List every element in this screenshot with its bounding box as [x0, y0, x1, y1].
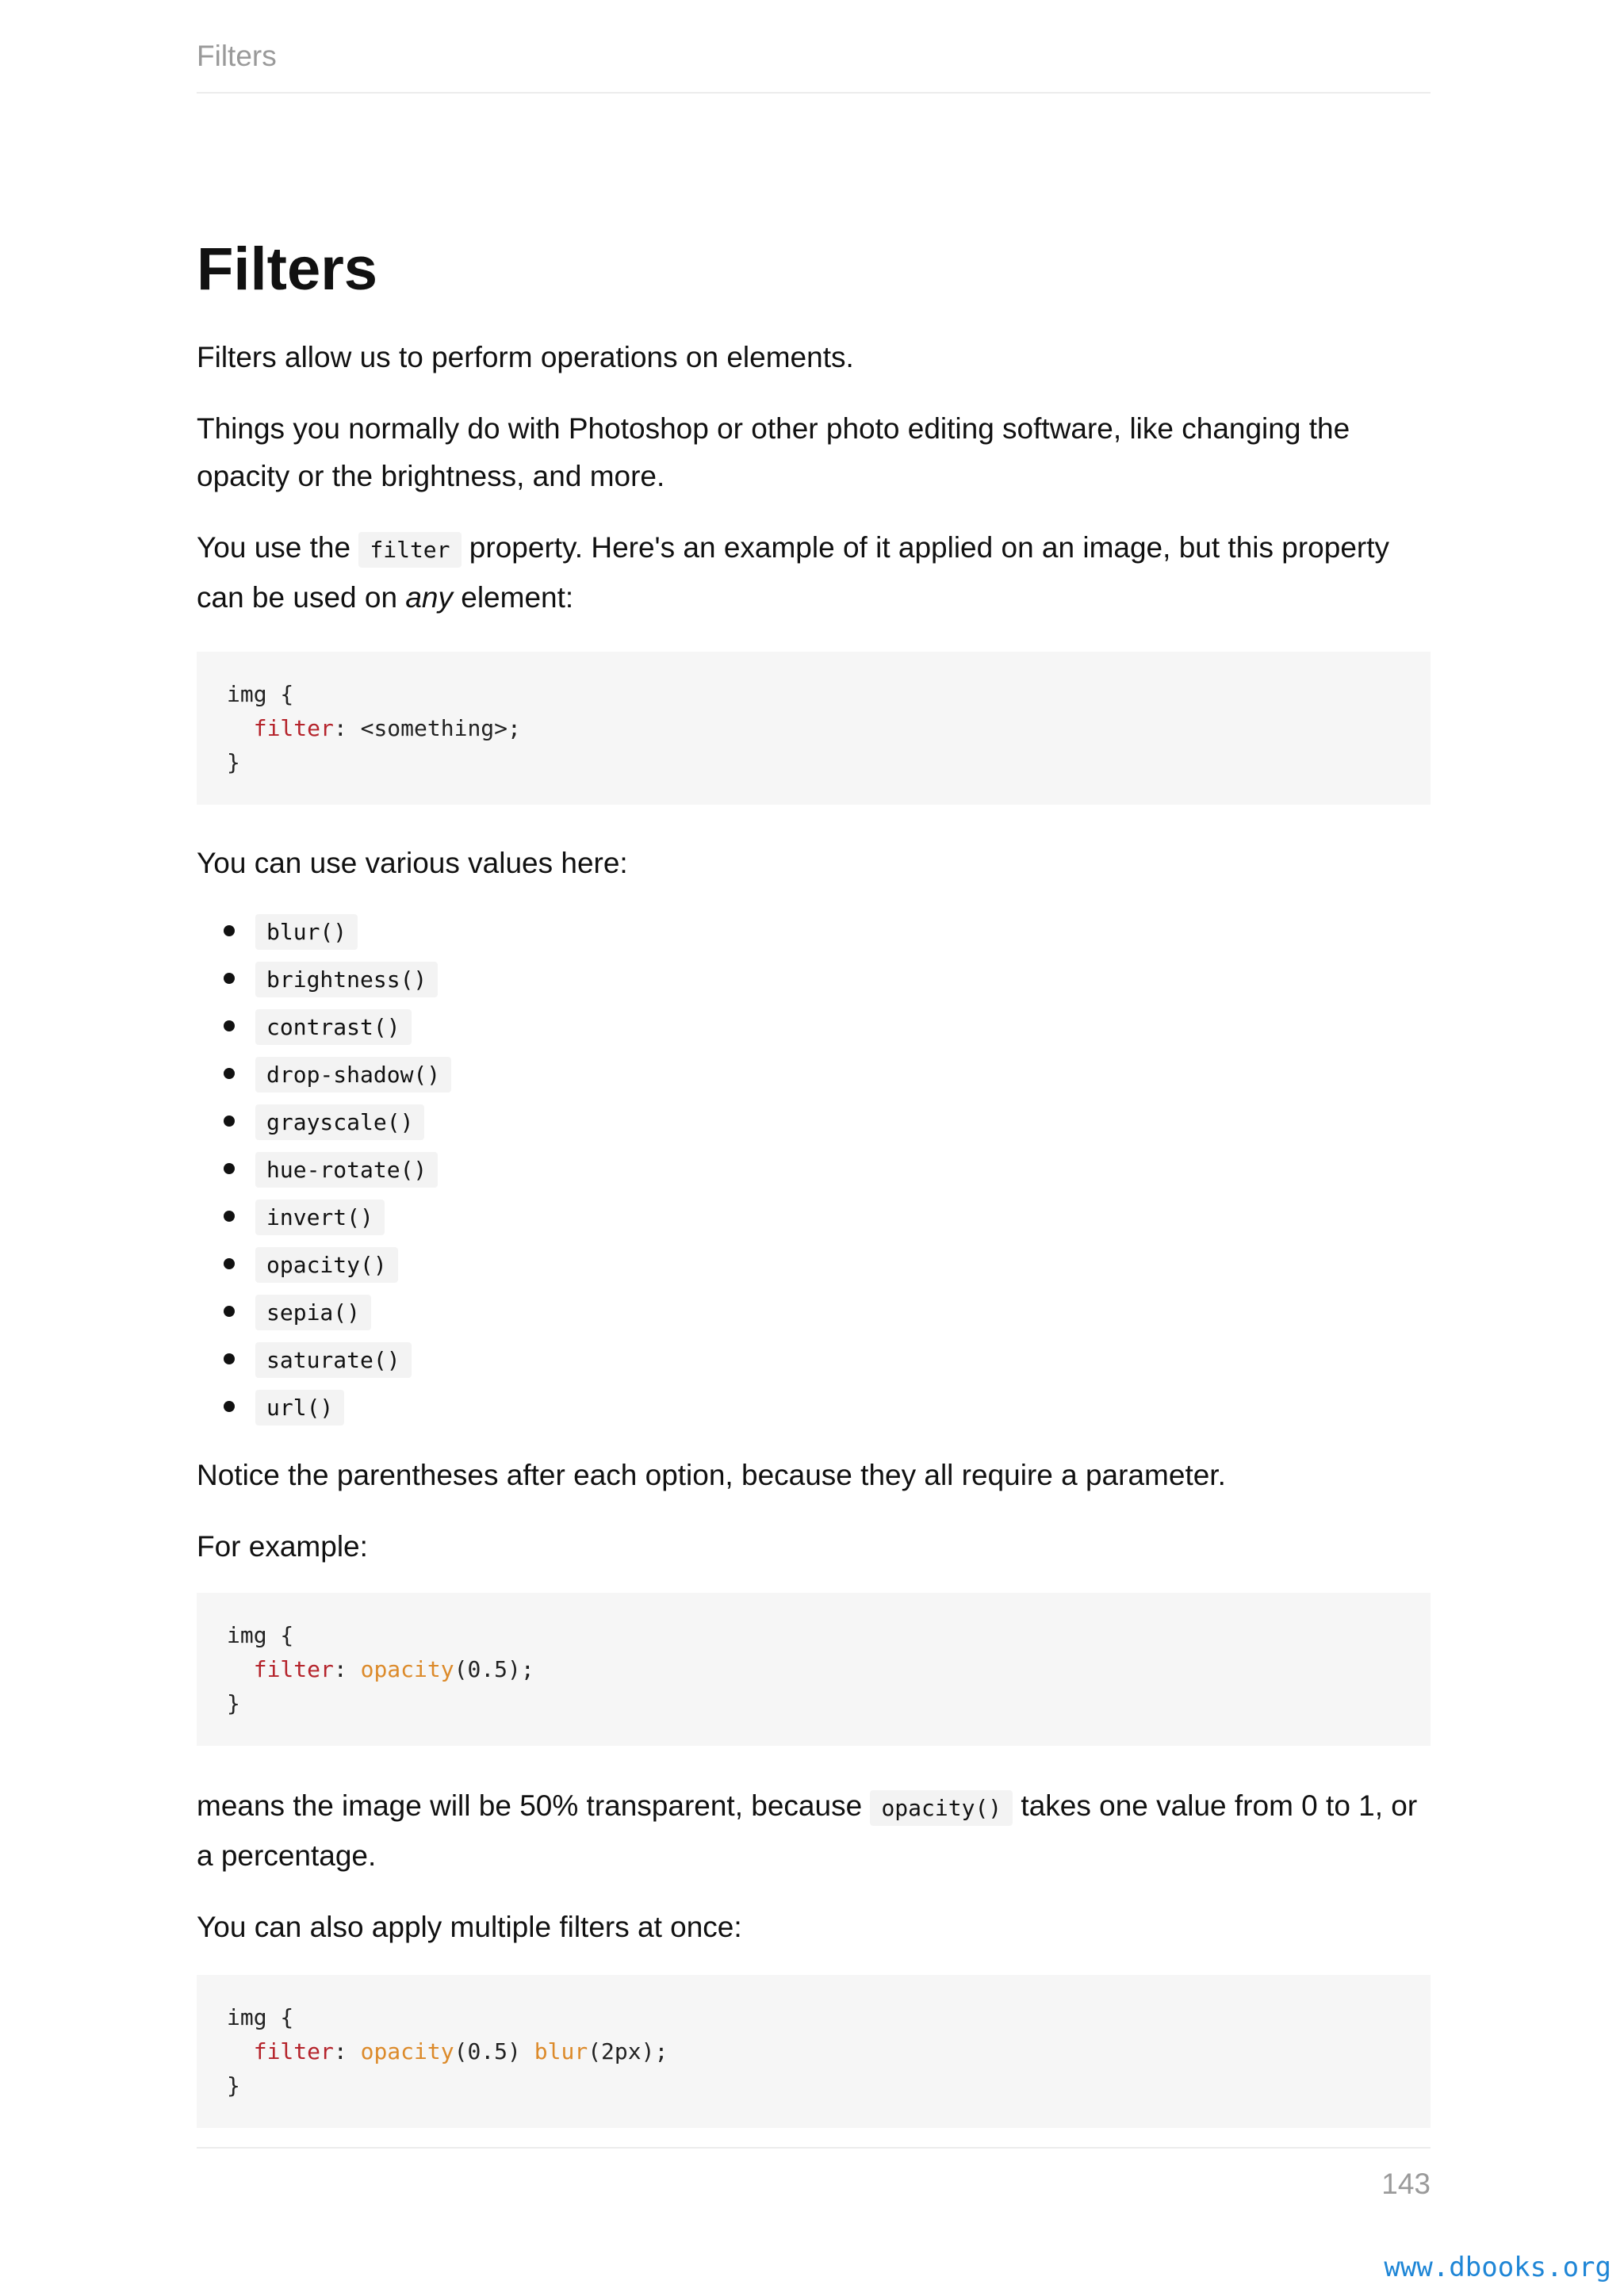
code-property: filter [253, 2038, 334, 2064]
filter-value: saturate() [255, 1342, 412, 1378]
for-example-paragraph: For example: [197, 1530, 368, 1563]
bullet-icon [224, 1163, 235, 1174]
text-fragment: You use the [197, 531, 359, 564]
list-item [197, 1193, 1431, 1241]
multiple-filters-paragraph: You can also apply multiple filters at once: [197, 1911, 742, 1943]
intro-paragraph: Filters allow us to perform operations on elements. [197, 341, 854, 373]
list-item [197, 1003, 1431, 1050]
filter-value: contrast() [255, 1009, 412, 1045]
filter-value: hue-rotate() [255, 1152, 438, 1188]
text-fragment: means the image will be 50% transparent, because [197, 1789, 871, 1822]
header-divider [197, 92, 1431, 94]
code-line: img { [227, 2004, 294, 2030]
bullet-icon [224, 973, 235, 984]
code-text: (0.5); [454, 1656, 534, 1682]
filter-value: brightness() [255, 962, 438, 997]
bullet-icon [224, 1068, 235, 1079]
filter-value: sepia() [255, 1295, 371, 1330]
code-text: : [333, 2038, 361, 2064]
list-item [197, 1336, 1431, 1383]
bullet-icon [224, 1401, 235, 1412]
filter-value: opacity() [255, 1247, 398, 1283]
code-block-syntax [197, 652, 1431, 805]
document-page [197, 0, 1431, 2296]
code-text: (2px); [588, 2038, 668, 2064]
code-block-multiple [197, 1975, 1431, 2128]
page-number: 143 [1381, 2168, 1431, 2200]
text-fragment: property. Here's an example of it applied on an image, but this property can be used on [197, 531, 1389, 614]
code-function: opacity [360, 1656, 454, 1682]
watermark-link[interactable]: www.dbooks.org [1384, 2252, 1611, 2283]
code-line: } [227, 1690, 240, 1716]
chapter-title: Filters [197, 235, 378, 303]
bullet-icon [224, 1211, 235, 1222]
code-text: : <something>; [333, 715, 521, 741]
code-property: filter [253, 1656, 334, 1682]
list-item [197, 1050, 1431, 1098]
code-line: } [227, 2072, 240, 2099]
filter-value: drop-shadow() [255, 1057, 451, 1093]
bullet-icon [224, 1306, 235, 1317]
code-function: blur [534, 2038, 588, 2064]
bullet-icon [224, 1115, 235, 1127]
footer-divider [197, 2147, 1431, 2149]
inline-code-filter: filter [358, 532, 461, 568]
code-line: } [227, 749, 240, 775]
code-text: (0.5) [454, 2038, 534, 2064]
text-fragment: takes one value from 0 to 1, or a percentage. [197, 1789, 1418, 1872]
code-line: img { [227, 681, 294, 707]
list-item [197, 1146, 1431, 1193]
filter-value: blur() [255, 914, 358, 950]
code-block-opacity [197, 1593, 1431, 1746]
parentheses-paragraph: Notice the parentheses after each option, because they all require a parameter. [197, 1459, 1226, 1491]
code-property: filter [253, 715, 334, 741]
list-item [197, 1288, 1431, 1336]
emphasis-any: any [405, 581, 453, 614]
list-item [197, 1241, 1431, 1288]
transparency-paragraph [197, 1782, 1431, 1880]
code-function: opacity [360, 2038, 454, 2064]
inline-code-opacity: opacity() [870, 1790, 1013, 1826]
bullet-icon [224, 1020, 235, 1031]
filter-value: grayscale() [255, 1104, 424, 1140]
chapter-content [197, 226, 1431, 2128]
bullet-icon [224, 1258, 235, 1269]
photoshop-paragraph: Things you normally do with Photoshop or other photo editing software, like changing the opacity or the brightness, and more. [197, 412, 1350, 492]
filter-value: invert() [255, 1200, 385, 1235]
filter-value: url() [255, 1390, 344, 1425]
text-fragment: element: [452, 581, 574, 614]
list-item [197, 1098, 1431, 1146]
filter-values-list [197, 908, 1431, 1431]
filter-property-paragraph [197, 524, 1431, 622]
bullet-icon [224, 1353, 235, 1364]
code-line: img { [227, 1622, 294, 1648]
values-intro-paragraph: You can use various values here: [197, 847, 628, 879]
bullet-icon [224, 925, 235, 936]
list-item [197, 955, 1431, 1003]
code-text: : [333, 1656, 361, 1682]
list-item [197, 908, 1431, 955]
running-header: Filters [197, 40, 277, 72]
list-item [197, 1383, 1431, 1431]
